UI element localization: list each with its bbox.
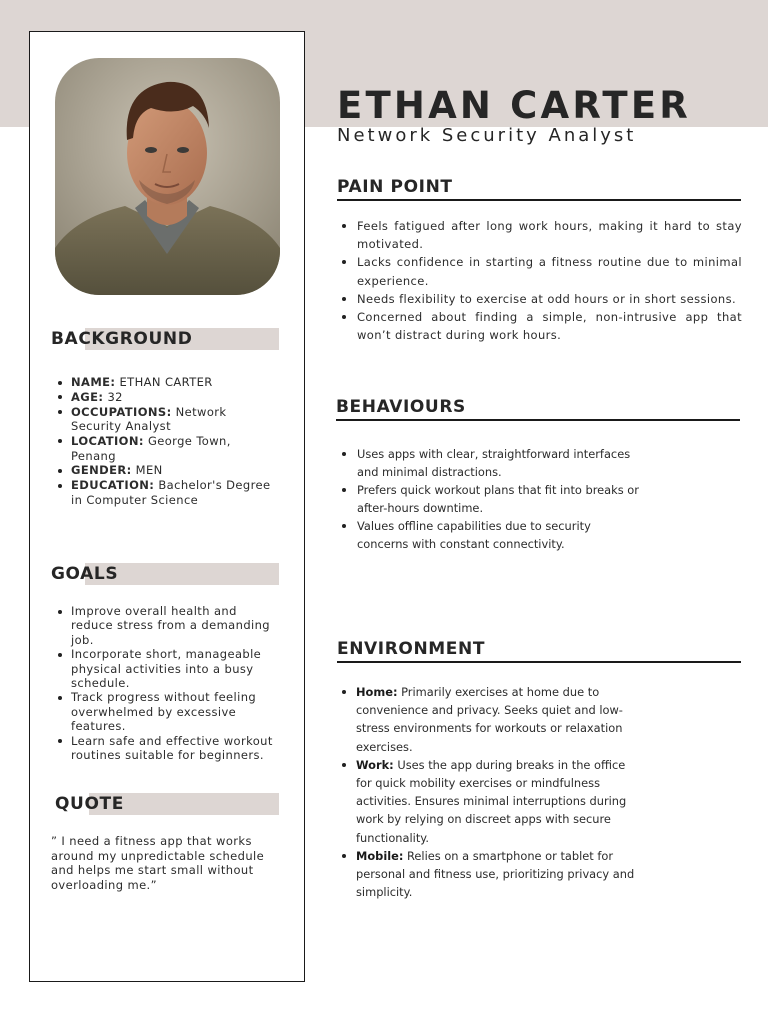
environment-text: Relies on a smartphone or tablet for personal and fitness use, prioritizing privacy and simplicity. — [356, 848, 635, 900]
environment-text: Primarily exercises at home due to convenience and privacy. Seeks quiet and low-stress environments for workouts or relaxation exercises. — [356, 685, 623, 754]
environment-text: Uses the app during breaks in the office for quick mobility exercises or mindfulness activities. Ensures minimal interruptions during work by relying on discreet apps with secure functionality. — [356, 757, 627, 845]
quote-heading-bar — [55, 793, 279, 815]
background-value: 32 — [107, 389, 123, 404]
background-value: ETHAN CARTER — [119, 375, 213, 389]
background-item — [71, 434, 279, 463]
background-value: MEN — [135, 463, 163, 478]
behaviours-heading: BEHAVIOURS — [336, 397, 466, 417]
background-label: NAME: — [71, 375, 116, 389]
behaviour-item: Values offline capabilities due to security concerns with constant connectivity. — [357, 517, 642, 553]
pain-point-item: Needs flexibility to exercise at odd hours or in short sessions. — [357, 290, 742, 308]
environment-heading-rule — [337, 639, 741, 663]
goal-item: Incorporate short, manageable physical activities into a busy schedule. — [71, 647, 281, 690]
environment-list — [356, 683, 636, 901]
profile-photo — [55, 58, 280, 295]
environment-label: Home: — [356, 685, 398, 699]
background-item — [71, 463, 279, 478]
pain-point-list — [357, 217, 742, 344]
background-item — [71, 390, 279, 405]
goal-item: Improve overall health and reduce stress from a demanding job. — [71, 604, 281, 647]
pain-point-item: Feels fatigued after long work hours, making it hard to stay motivated. — [357, 217, 742, 253]
goal-item: Track progress without feeling overwhelmed by excessive features. — [71, 690, 281, 733]
background-label: OCCUPATIONS: — [71, 404, 172, 419]
environment-item — [356, 756, 636, 847]
environment-item — [356, 683, 636, 756]
environment-label: Mobile: — [356, 848, 404, 863]
pain-point-item: Lacks confidence in starting a fitness routine due to minimal experience. — [357, 253, 742, 289]
background-heading: BACKGROUND — [51, 329, 193, 349]
goal-item: Learn safe and effective workout routines suitable for beginners. — [71, 734, 281, 763]
pain-point-heading: PAIN POINT — [337, 177, 453, 197]
background-value: Bachelor's Degree in Computer Science — [71, 478, 271, 507]
background-item — [71, 375, 279, 390]
behaviours-list — [357, 445, 642, 553]
background-item — [71, 478, 279, 507]
quote-text: ” I need a fitness app that works around my unpredictable schedule and helps me start small without overloading me.” — [51, 834, 265, 892]
background-label: AGE: — [71, 389, 104, 404]
goals-list — [71, 604, 281, 762]
pain-point-heading-rule — [337, 177, 741, 201]
quote-heading: QUOTE — [55, 794, 124, 814]
environment-item — [356, 847, 636, 902]
persona-title: Network Security Analyst — [337, 125, 637, 146]
environment-label: Work: — [356, 757, 394, 772]
goals-heading: GOALS — [51, 564, 119, 584]
behaviour-item: Prefers quick workout plans that fit into breaks or after-hours downtime. — [357, 481, 642, 517]
pain-point-item: Concerned about finding a simple, non-intrusive app that won’t distract during work hours. — [357, 308, 742, 344]
background-list — [71, 375, 279, 507]
behaviours-heading-rule — [336, 397, 740, 421]
background-value: Network Security Analyst — [71, 404, 227, 434]
persona-name: ETHAN CARTER — [337, 84, 691, 127]
background-item — [71, 405, 279, 434]
background-label: GENDER: — [71, 463, 132, 478]
behaviour-item: Uses apps with clear, straightforward interfaces and minimal distractions. — [357, 445, 642, 481]
background-label: LOCATION: — [71, 433, 144, 448]
background-label: EDUCATION: — [71, 478, 155, 493]
background-value: George Town, Penang — [71, 433, 231, 463]
environment-heading: ENVIRONMENT — [337, 639, 486, 659]
background-heading-bar — [51, 328, 279, 350]
goals-heading-bar — [51, 563, 279, 585]
